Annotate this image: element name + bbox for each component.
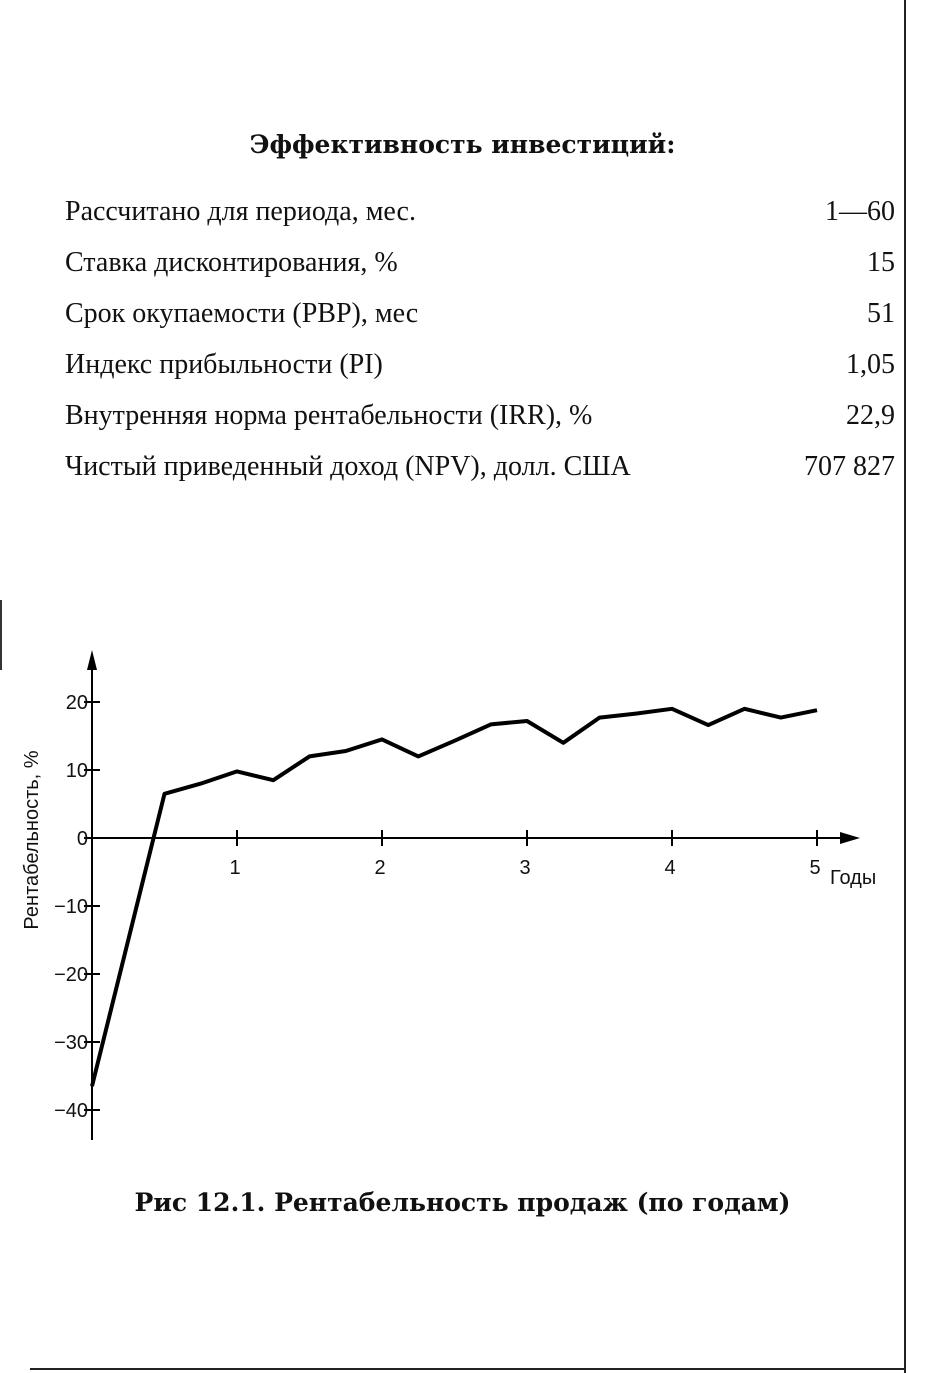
y-tick-label: 0 — [76, 828, 88, 850]
x-tick-label: 5 — [809, 857, 821, 879]
metrics-table — [65, 196, 895, 502]
section-title: Эффективность инвестиций: — [249, 130, 676, 159]
metric-value: 15 — [867, 247, 895, 278]
series-line — [92, 709, 817, 1086]
metric-row — [65, 196, 895, 247]
metric-value: 1—60 — [825, 196, 895, 227]
x-tick-label: 3 — [519, 857, 531, 879]
metric-label: Индекс прибыльности (PI) — [65, 349, 383, 380]
metric-label: Срок окупаемости (PBP), мес — [65, 298, 419, 329]
x-tick-label: 4 — [664, 857, 676, 879]
x-tick-label: 1 — [229, 857, 241, 879]
y-tick-label: 10 — [65, 760, 88, 782]
y-tick-label: 20 — [65, 692, 88, 714]
metric-label: Внутренняя норма рентабельности (IRR), % — [65, 400, 593, 431]
y-axis-label: Рентабельность, % — [21, 750, 43, 930]
metric-label: Ставка дисконтирования, % — [65, 247, 398, 278]
metric-label: Рассчитано для периода, мес. — [65, 196, 416, 227]
metric-value: 707 827 — [804, 451, 895, 482]
y-tick-label: −20 — [54, 964, 88, 986]
metric-value: 1,05 — [846, 349, 895, 380]
y-tick-label: −30 — [54, 1032, 88, 1054]
y-tick-label: −40 — [54, 1100, 88, 1122]
x-axis-arrow-icon — [840, 832, 860, 844]
metric-row — [65, 400, 895, 451]
y-tick-label: −10 — [54, 896, 88, 918]
y-axis-arrow-icon — [87, 650, 97, 670]
metric-row — [65, 298, 895, 349]
profitability-chart — [0, 640, 925, 1160]
metric-label: Чистый приведенный доход (NPV), долл. США — [65, 451, 631, 482]
metric-value: 22,9 — [846, 400, 895, 431]
chart-ticks — [54, 692, 821, 1122]
x-tick-label: 2 — [374, 857, 386, 879]
page-border-bottom — [30, 1368, 904, 1370]
x-axis-label: Годы — [830, 867, 877, 889]
metric-row — [65, 247, 895, 298]
metric-row — [65, 451, 895, 502]
metric-value: 51 — [867, 298, 895, 329]
chart-axes — [87, 650, 860, 1140]
figure-caption: Рис 12.1. Рентабельность продаж (по годам) — [134, 1188, 791, 1217]
metric-row — [65, 349, 895, 400]
